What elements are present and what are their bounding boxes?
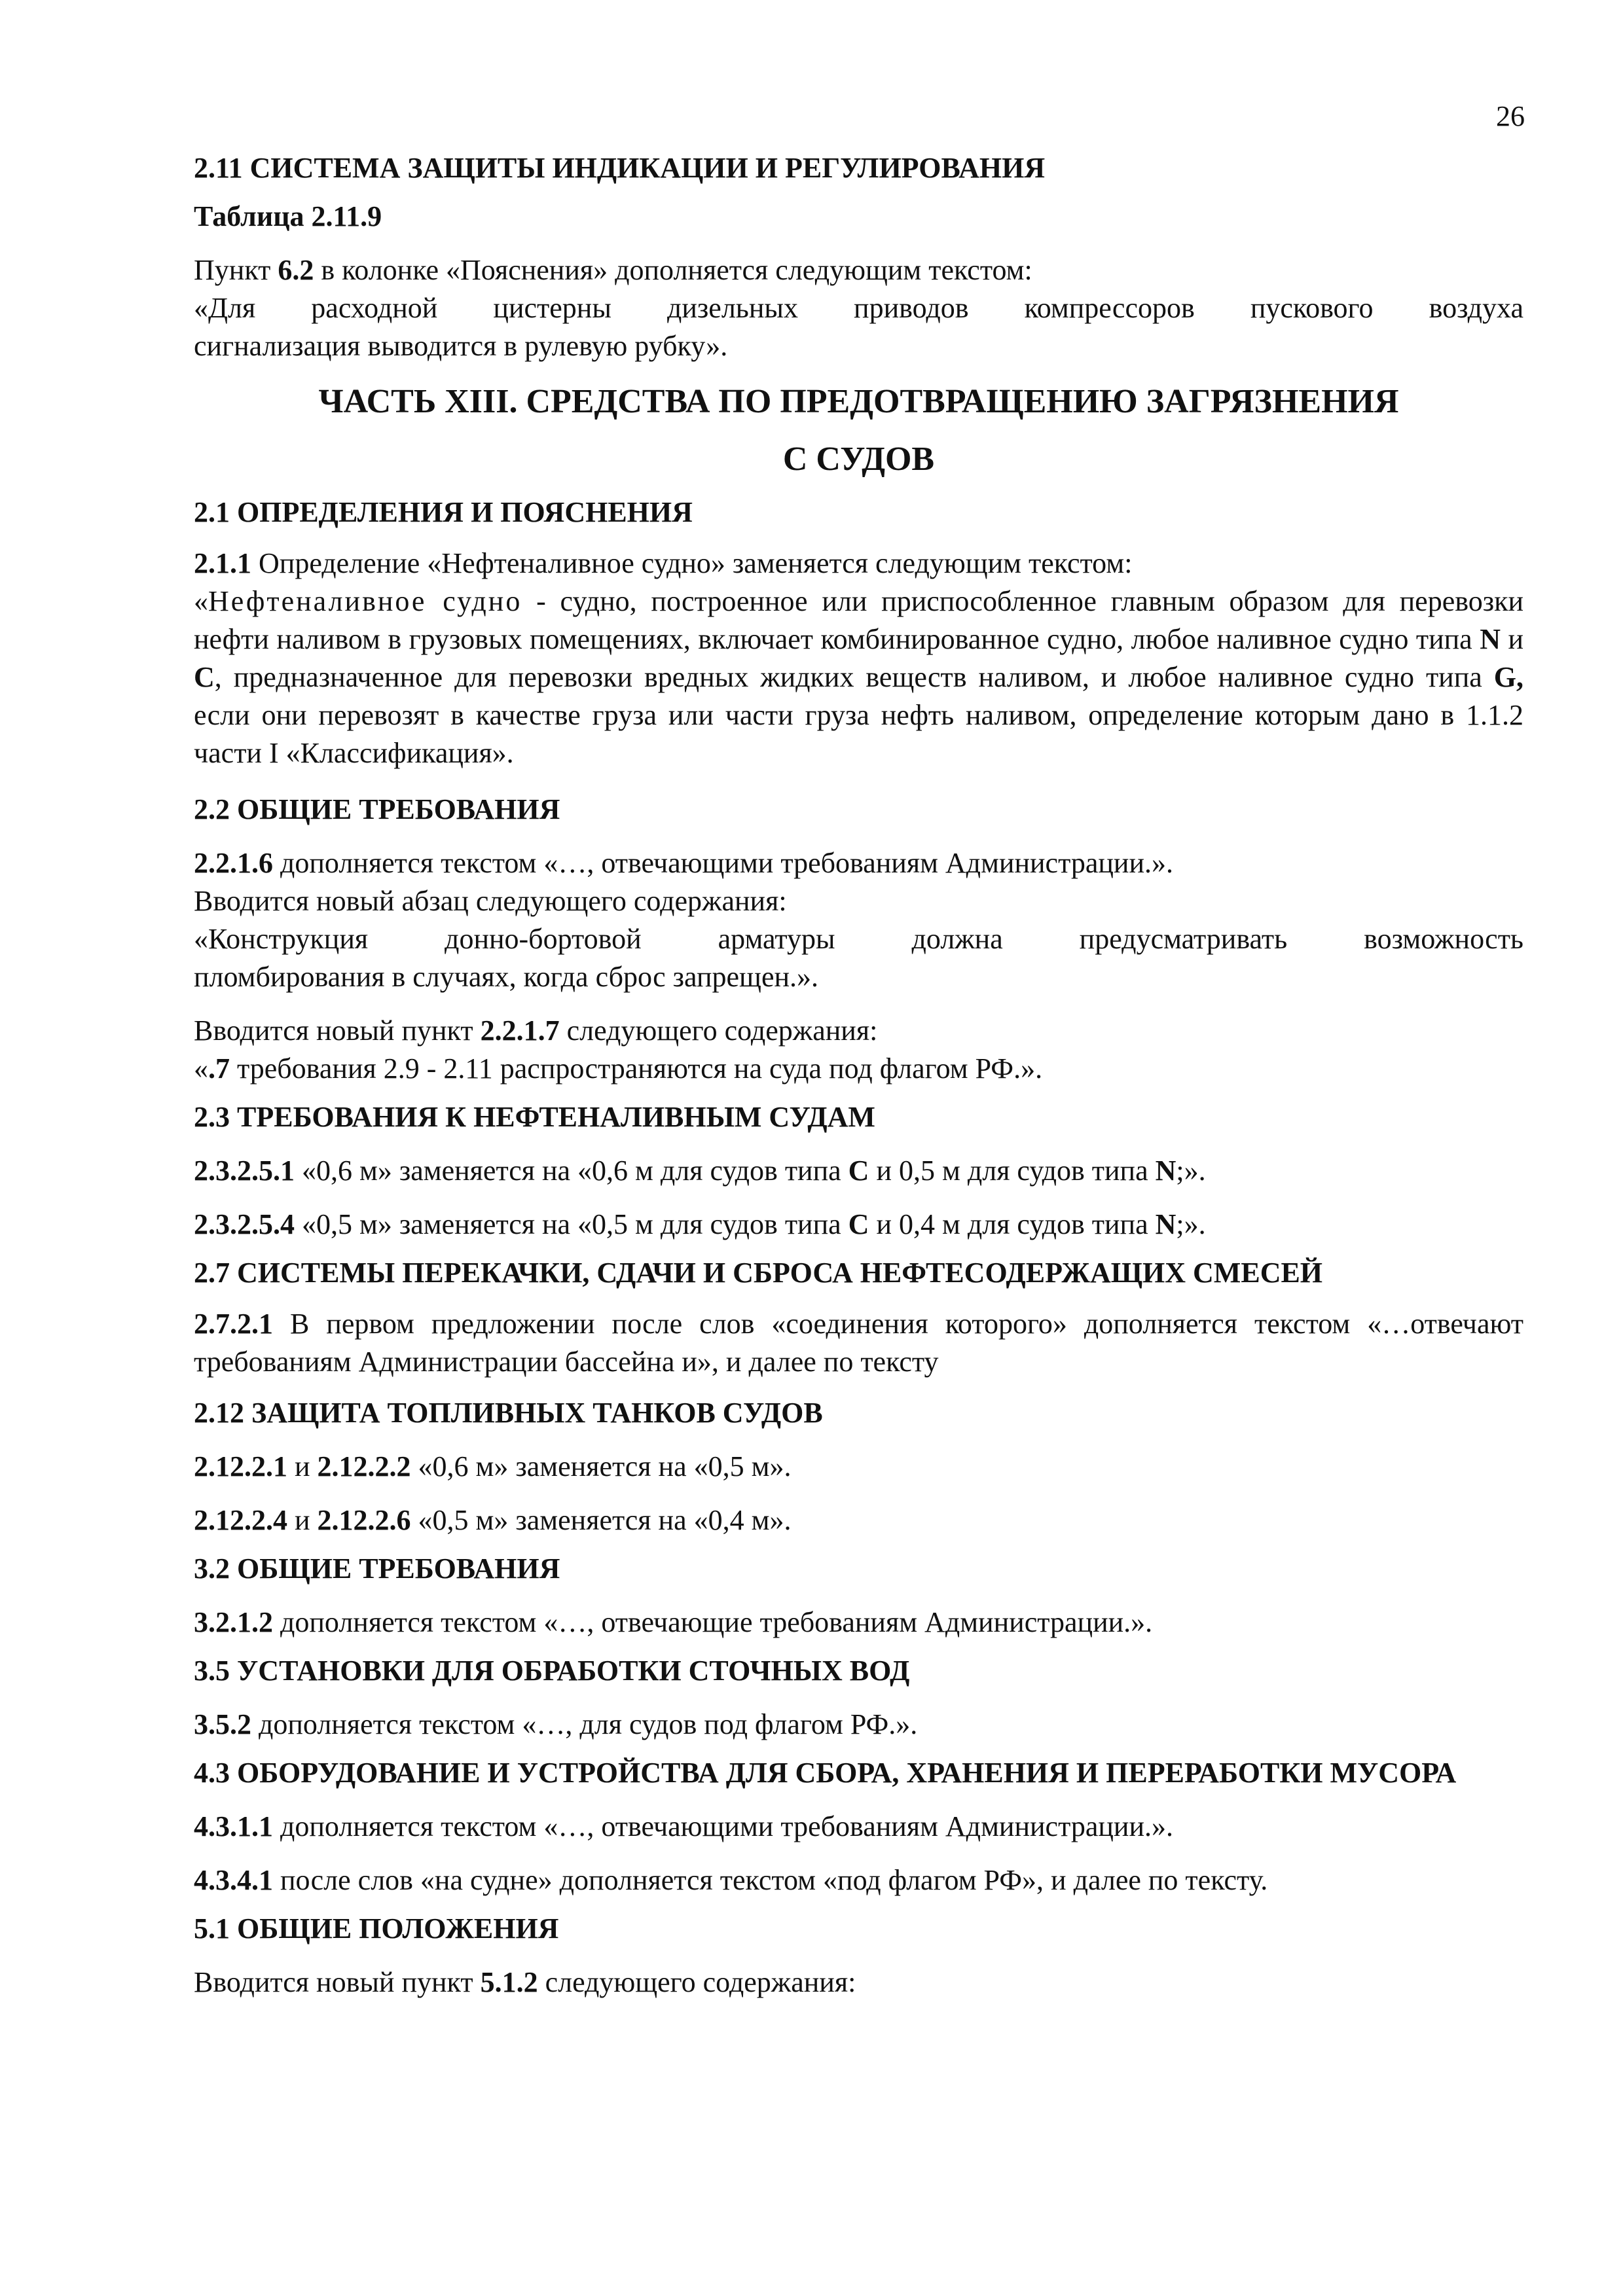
paragraph-3-2-1-2: 3.2.1.2 дополняется текстом «…, отвечающие требованиям Администрации.». — [194, 1606, 1153, 1638]
quote-line-1: «Для расходной цистерны дизельных приводов компрессоров пускового воздуха — [194, 292, 1523, 324]
section-heading-4-3: 4.3 ОБОРУДОВАНИЕ И УСТРОЙСТВА ДЛЯ СБОРА, ХРАНЕНИЯ И ПЕРЕРАБОТКИ МУСОРА — [194, 1757, 1457, 1789]
section-heading-2-11: 2.11 СИСТЕМА ЗАЩИТЫ ИНДИКАЦИИ И РЕГУЛИРОВАНИЯ — [194, 152, 1046, 184]
paragraph-2-3-2-5-1: 2.3.2.5.1 «0,6 м» заменяется на «0,6 м для судов типа C и 0,5 м для судов типа N;». — [194, 1155, 1206, 1187]
section-heading-3-5: 3.5 УСТАНОВКИ ДЛЯ ОБРАБОТКИ СТОЧНЫХ ВОД — [194, 1655, 910, 1687]
section-heading-2-3: 2.3 ТРЕБОВАНИЯ К НЕФТЕНАЛИВНЫМ СУДАМ — [194, 1101, 875, 1133]
quote-construction-line-1: «Конструкция донно-бортовой арматуры должна предусматривать возможность — [194, 923, 1523, 955]
part-title-line-2: С СУДОВ — [782, 440, 935, 478]
paragraph-2-2-1-6: 2.2.1.6 дополняется текстом «…, отвечающими требованиям Администрации.». — [194, 847, 1174, 879]
section-heading-2-2: 2.2 ОБЩИЕ ТРЕБОВАНИЯ — [194, 793, 560, 825]
paragraph-5-1-2-intro: Вводится новый пункт 5.1.2 следующего содержания: — [194, 1966, 856, 1998]
quote-line-2: сигнализация выводится в рулевую рубку». — [194, 330, 728, 362]
definition-quote: «Нефтеналивное судно - судно, построенное или приспособленное главным образом для перевозки нефти наливом в грузовых помещениях, включает комбинированное судно, любое наливное судно типа N и C, предназначенное для перевозки вредных жидких веществ наливом, и любое наливное судно типа G, если они перевозят в качестве груза или части груза нефть наливом, определение которым дано в 1.1.2 части I «Классификация». — [194, 585, 1523, 769]
quote-construction-line-2: пломбирования в случаях, когда сброс запрещен.». — [194, 961, 819, 993]
table-label: Таблица 2.11.9 — [194, 200, 382, 232]
new-abzac-intro: Вводится новый абзац следующего содержания: — [194, 885, 787, 917]
paragraph-2-1-1: 2.1.1 Определение «Нефтеналивное судно» заменяется следующим текстом: — [194, 547, 1133, 579]
paragraph-6-2: Пункт 6.2 в колонке «Пояснения» дополняется следующим текстом: — [194, 254, 1032, 286]
section-heading-2-1: 2.1 ОПРЕДЕЛЕНИЯ И ПОЯСНЕНИЯ — [194, 496, 693, 528]
section-heading-3-2: 3.2 ОБЩИЕ ТРЕБОВАНИЯ — [194, 1552, 560, 1585]
section-heading-2-12: 2.12 ЗАЩИТА ТОПЛИВНЫХ ТАНКОВ СУДОВ — [194, 1397, 823, 1429]
paragraph-2-2-1-7-intro: Вводится новый пункт 2.2.1.7 следующего содержания: — [194, 1014, 878, 1047]
paragraph-2-12-2-4: 2.12.2.4 и 2.12.2.6 «0,5 м» заменяется на «0,4 м». — [194, 1504, 792, 1536]
section-heading-5-1: 5.1 ОБЩИЕ ПОЛОЖЕНИЯ — [194, 1912, 559, 1945]
page-content — [194, 149, 1523, 2001]
page-number: 26 — [1496, 100, 1525, 132]
paragraph-3-5-2: 3.5.2 дополняется текстом «…, для судов под флагом РФ.». — [194, 1708, 918, 1740]
paragraph-2-12-2-1: 2.12.2.1 и 2.12.2.2 «0,6 м» заменяется на «0,5 м». — [194, 1450, 792, 1482]
paragraph-4-3-4-1: 4.3.4.1 после слов «на судне» дополняется текстом «под флагом РФ», и далее по тексту. — [194, 1864, 1268, 1896]
section-heading-2-7: 2.7 СИСТЕМЫ ПЕРЕКАЧКИ, СДАЧИ И СБРОСА НЕФТЕСОДЕРЖАЩИХ СМЕСЕЙ — [194, 1257, 1323, 1289]
paragraph-4-3-1-1: 4.3.1.1 дополняется текстом «…, отвечающими требованиям Администрации.». — [194, 1810, 1174, 1842]
paragraph-2-3-2-5-4: 2.3.2.5.4 «0,5 м» заменяется на «0,5 м для судов типа C и 0,4 м для судов типа N;». — [194, 1208, 1206, 1240]
part-title-line-1: ЧАСТЬ XIII. СРЕДСТВА ПО ПРЕДОТВРАЩЕНИЮ ЗАГРЯЗНЕНИЯ — [318, 383, 1399, 420]
paragraph-2-7-2-1: 2.7.2.1 В первом предложении после слов «соединения которого» дополняется текстом «…отвечают требованиям Администрации бассейна и», и далее по тексту — [194, 1308, 1523, 1378]
paragraph-2-2-1-7-text: «.7 требования 2.9 - 2.11 распространяются на суда под флагом РФ.». — [194, 1052, 1043, 1085]
